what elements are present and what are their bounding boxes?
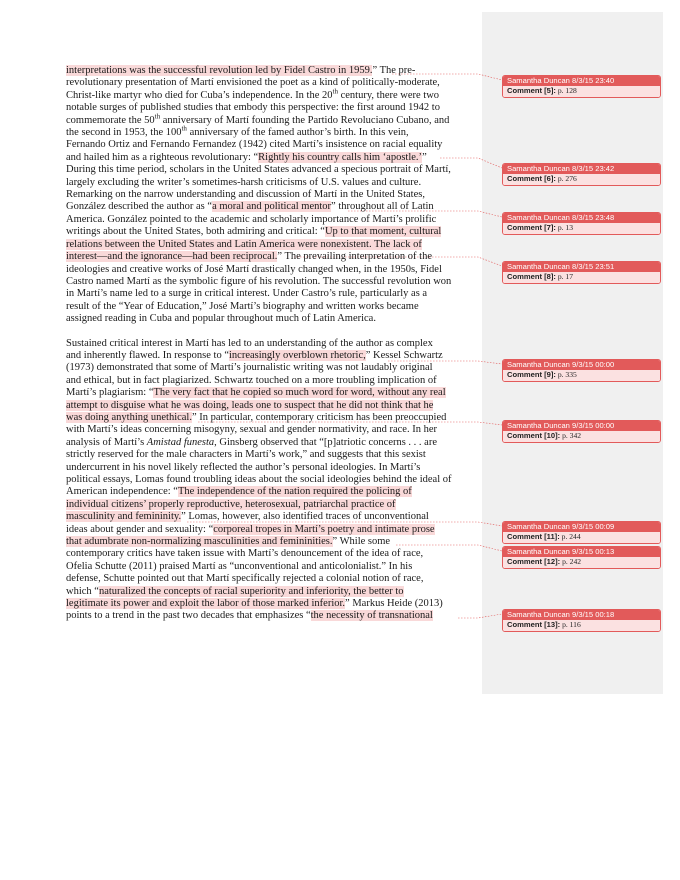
comment-balloon[interactable] [502,212,661,235]
text-run: strictly reserved for the male characters in Martí’s work,” and suggests that this sexist [66,449,426,461]
text-run: American independence: “ [66,486,178,498]
highlighted-quote[interactable]: a moral and political mentor [212,201,332,213]
highlighted-quote[interactable]: masculinity and femininity. [66,511,182,523]
highlighted-quote[interactable]: relations between the United States and Latin America were nonexistent. The lack of [66,238,422,250]
comment-label: Comment [12]: [507,557,561,566]
comment-balloon[interactable] [502,261,661,284]
text-run: Christ-like martyr who died for Cuba’s independence. In the 20 [66,89,333,101]
highlighted-quote[interactable]: was doing anything unethical. [66,411,192,423]
text-run: which “ [66,585,99,597]
comment-label: Comment [13]: [507,620,561,629]
body-paragraph [66,338,478,623]
comment-body [503,272,660,283]
comment-author-date: Samantha Duncan 9/3/15 00:18 [503,610,660,620]
text-run: the second in 1953, the 100 [66,127,182,139]
comment-author-date: Samantha Duncan 9/3/15 00:00 [503,360,660,370]
highlighted-quote[interactable]: that adumbrate non-normalizing masculinities and femininities. [66,536,333,548]
text-run: defense, Schutte pointed out that Martí specifically rejected a colonial notion of race, [66,573,424,585]
comment-label: Comment [8]: [507,272,556,281]
highlighted-quote[interactable]: interpretations was the successful revolution led by Fidel Castro in 1959. [66,65,373,76]
comment-label: Comment [11]: [507,532,560,541]
text-run: ” [422,151,427,163]
text-run: and ethical, but in fact plagiarized. Schwartz touched on a more troubling implication of [66,374,437,386]
document-body[interactable] [66,65,478,635]
comment-body [503,370,660,381]
text-run: anniversary of Martí founding the Partido Revoluciano Cubano, and [160,114,450,126]
comment-page-ref: p. 242 [560,557,582,566]
comment-balloon[interactable] [502,163,661,186]
comment-page-ref: p. 276 [555,174,577,183]
text-run: commemorate the 50 [66,114,155,126]
text-run: writings about the United States, both admiring and critical: “ [66,226,325,238]
text-run: analysis of Martí’s [66,436,147,448]
highlighted-quote[interactable]: individual citizens’ properly reproductive, heterosexual, patriarchal practice of [66,498,396,510]
comment-page-ref: p. 335 [555,370,577,379]
comment-gutter [482,12,663,694]
comment-balloon[interactable] [502,420,661,443]
text-run: Sustained critical interest in Martí has led to an understanding of the author as complex [66,337,433,349]
comment-body [503,532,660,543]
text-run: Fernando Ortiz and Fernando Fernandez (1942) cited Martí’s insistence on racial equality [66,139,443,151]
text-run: ” Lomas, however, also identified traces of unconventional [181,511,429,523]
comment-author-date: Samantha Duncan 8/3/15 23:51 [503,262,660,272]
comment-page-ref: p. 342 [560,431,582,440]
comment-author-date: Samantha Duncan 8/3/15 23:48 [503,213,660,223]
text-run: González described the author as “ [66,201,213,213]
text-run: ideologies and creative works of José Martí drastically changed when, in the 1950s, Fidel [66,263,442,275]
highlighted-quote[interactable]: attempt to disguise what he was doing, leads one to suspect that he did not think that he [66,399,434,411]
highlighted-quote[interactable]: Up to that moment, cultural [324,226,442,238]
superscript: th [154,112,161,121]
text-run: points to a trend in the past two decades that emphasizes “ [66,610,311,622]
comment-page-ref: p. 116 [560,620,581,629]
body-paragraph [66,65,478,326]
text-run: ” While some [332,536,391,548]
comment-body [503,620,660,631]
highlighted-quote[interactable]: interest—and the ignorance—had been reciprocal. [66,251,278,263]
italic-title: Amistad funesta [146,436,215,448]
comment-page-ref: p. 128 [555,86,577,95]
text-run: (1973) demonstrated that some of Martí’s journalistic writing was not laudably original [66,362,433,374]
comment-body [503,174,660,185]
comment-page-ref: p. 244 [559,532,581,541]
comment-page-ref: p. 17 [555,272,574,281]
comment-balloon[interactable] [502,609,661,632]
text-run: result of the “Year of Education,” José Martí’s biography and written works became [66,300,419,312]
highlighted-quote[interactable]: The independence of the nation required the policing of [177,486,412,498]
highlighted-quote[interactable]: The very fact that he copied so much word for word, without any real [153,387,446,399]
comment-body [503,223,660,234]
text-run: in Martí’s name led to a surge in critical interest. Under Castro’s rule, particularly as a [66,288,428,300]
comment-label: Comment [9]: [507,370,556,379]
comment-balloon[interactable] [502,75,661,98]
text-run: and hailed him as a righteous revolutionary: “ [66,151,259,163]
comment-balloon[interactable] [502,546,661,569]
comment-author-date: Samantha Duncan 8/3/15 23:42 [503,164,660,174]
highlighted-quote[interactable]: corporeal tropes in Martí’s poetry and intimate prose [213,523,435,535]
text-run: anniversary of the famed author’s birth. In this vein, [186,127,409,139]
text-run: Martí’s plagiarism: “ [66,387,154,399]
text-run: , Ginsberg observed that “[p]atriotic concerns . . . are [214,436,438,448]
text-run: ” throughout all of Latin [331,201,434,213]
text-run: Ofelia Schutte (2011) praised Martí as “unconventional and anticolonialist.” In his [66,560,413,572]
text-run: ” Markus Heide (2013) [345,598,443,610]
comment-balloon[interactable] [502,521,661,544]
text-run: Remarking on the narrow understanding and discussion of Martí in the United States, [66,189,425,201]
highlighted-quote[interactable]: legitimate its power and exploit the labor of those marked inferior. [66,598,346,610]
comment-page-ref: p. 13 [555,223,574,232]
text-run: During this time period, scholars in the United States advanced a specious portrait of Martí, [66,164,451,176]
text-run: notable surges of published studies that embody this perspective: the first around 1942 to [66,102,440,114]
text-run: and inherently flawed. In response to “ [66,349,229,361]
text-run: with Martí’s ideas concerning misogyny, sexual and gender normativity, and race. In her [66,424,437,436]
highlighted-quote[interactable]: naturalized the concepts of racial superiority and inferiority, the better to [98,585,404,597]
highlighted-quote[interactable]: the necessity of transnational [310,610,433,622]
text-run: undercurrent in his novel likely reflected the author’s personal ideologies. In Martí’s [66,461,421,473]
comment-balloon[interactable] [502,359,661,382]
comment-label: Comment [7]: [507,223,556,232]
comment-label: Comment [5]: [507,86,556,95]
comment-label: Comment [6]: [507,174,556,183]
text-run: revolutionary presentation of Martí envisioned the poet as a kind of politically-moderate, [66,77,440,89]
text-run: century, there were two [337,89,440,101]
comment-body [503,431,660,442]
text-run: largely excluding the writer’s sometimes-harsh criticisms of U.S. values and culture. [66,176,422,188]
comment-author-date: Samantha Duncan 9/3/15 00:00 [503,421,660,431]
text-run: ” In particular, contemporary criticism has been preoccupied [191,411,447,423]
text-run: contemporary critics have taken issue with Martí’s denouncement of the idea of race, [66,548,424,560]
text-run: political essays, Lomas found troubling ideas about the social ideologies behind the ideal of [66,474,452,485]
text-run: ” The prevailing interpretation of the [277,251,432,263]
comment-author-date: Samantha Duncan 9/3/15 00:09 [503,522,660,532]
text-run: America. González pointed to the academic and scholarly importance of Martí’s prolific [66,213,437,225]
text-run: ” Kessel Schwartz [365,349,443,361]
comment-body [503,557,660,568]
superscript: th [181,124,187,133]
highlighted-quote[interactable]: increasingly overblown rhetoric, [229,349,366,361]
text-run: Castro named Martí as the symbolic figure of his revolution. The successful revolution won [66,275,452,287]
comment-body [503,86,660,97]
comment-author-date: Samantha Duncan 8/3/15 23:40 [503,76,660,86]
superscript: th [332,87,338,96]
comment-author-date: Samantha Duncan 9/3/15 00:13 [503,547,660,557]
text-run: ideas about gender and sexuality: “ [66,523,214,535]
comment-label: Comment [10]: [507,431,561,440]
text-run: ” The pre- [372,65,416,76]
highlighted-quote[interactable]: Rightly his country calls him ‘apostle.’ [258,151,423,163]
text-run: assigned reading in Cuba and popular throughout much of Latin America. [66,313,376,325]
